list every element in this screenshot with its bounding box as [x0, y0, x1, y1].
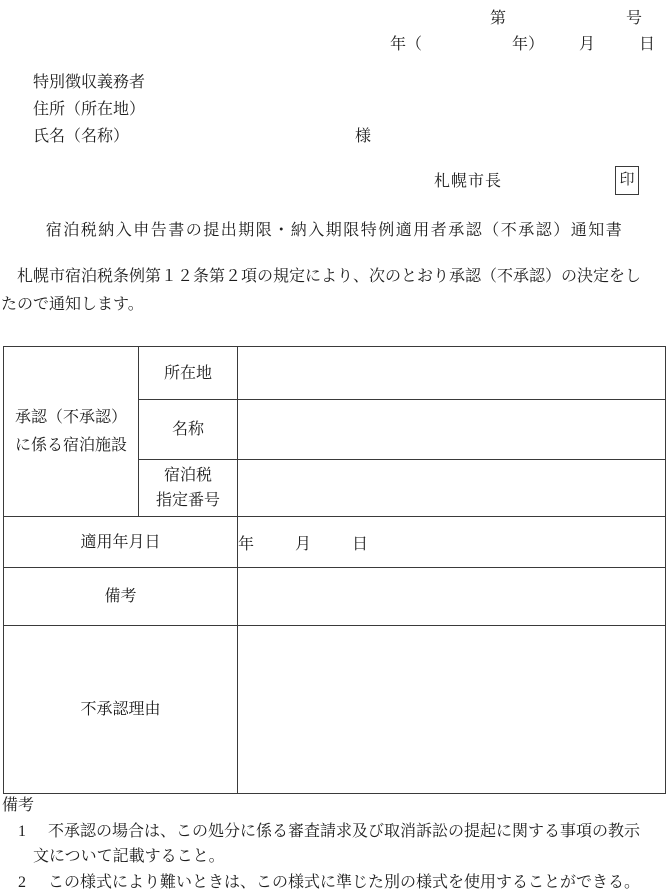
footnotes-heading: 備考: [2, 797, 35, 814]
rejection-reason-input-cell[interactable]: [238, 626, 666, 794]
doc-number-prefix: 第: [490, 10, 507, 27]
tax-id-input-cell[interactable]: [238, 460, 666, 517]
footnote-text: 不承認の場合は、この処分に係る審査請求及び取消訴訟の提起に関する事項の教示: [48, 822, 641, 840]
facility-group-label-cell: [4, 347, 139, 517]
apply-date-month-label: 月: [295, 535, 312, 553]
date-day-label: 日: [639, 36, 656, 53]
recipient-name-label: 氏名（名称）: [33, 128, 130, 145]
footnote-number: 1: [18, 822, 26, 840]
apply-date-input-cell[interactable]: [238, 517, 666, 568]
doc-number-suffix: 号: [626, 10, 643, 27]
apply-date-day-label: 日: [352, 535, 369, 553]
body-line: 札幌市宿泊税条例第１２条第２項の規定により、次のとおり承認（不承認）の決定をし: [1, 268, 642, 285]
remarks-label: 備考: [4, 568, 238, 626]
notice-table: [3, 346, 666, 794]
tax-id-label: 指定番号: [155, 492, 220, 509]
apply-date-label: 適用年月日: [4, 517, 238, 568]
date-year-close: 年）: [512, 36, 545, 53]
footnotes: [0, 793, 669, 889]
rejection-reason-label: 不承認理由: [4, 626, 238, 794]
sender-title: 札幌市長: [434, 173, 503, 190]
apply-date-year-label: 年: [238, 535, 255, 553]
footnote-item: [0, 819, 669, 870]
recipient-block: [33, 69, 372, 150]
tax-id-label-cell: [139, 460, 238, 517]
body-paragraph: [1, 263, 641, 318]
recipient-role: 特別徴収義務者: [33, 74, 146, 91]
facility-group-label: に係る宿泊施設: [14, 436, 127, 454]
footnote-text: この様式により難いときは、この様式に準じた別の様式を使用することができる。: [48, 873, 641, 889]
remarks-input-cell[interactable]: [238, 568, 666, 626]
date-month-label: 月: [579, 36, 596, 53]
footnote-text: 文について記載すること。: [33, 848, 225, 865]
recipient-name-line: [33, 123, 372, 150]
footnote-number: 2: [18, 873, 26, 889]
seal-placeholder-box: 印: [615, 166, 639, 195]
tax-id-label: 宿泊税: [163, 467, 212, 484]
recipient-address-label: 住所（所在地）: [33, 101, 146, 118]
body-line: たので通知します。: [1, 295, 144, 313]
location-label: 所在地: [139, 347, 238, 400]
footnote-item: [0, 870, 669, 889]
document-title: 宿泊税納入申告書の提出期限・納入期限特例適用者承認（不承認）通知書: [45, 222, 624, 239]
location-input-cell[interactable]: [238, 347, 666, 400]
recipient-honorific: 様: [355, 128, 372, 145]
facility-name-input-cell[interactable]: [238, 400, 666, 460]
facility-group-label: 承認（不承認）: [14, 408, 127, 426]
facility-name-label: 名称: [139, 400, 238, 460]
date-year-open: 年（: [390, 36, 423, 53]
